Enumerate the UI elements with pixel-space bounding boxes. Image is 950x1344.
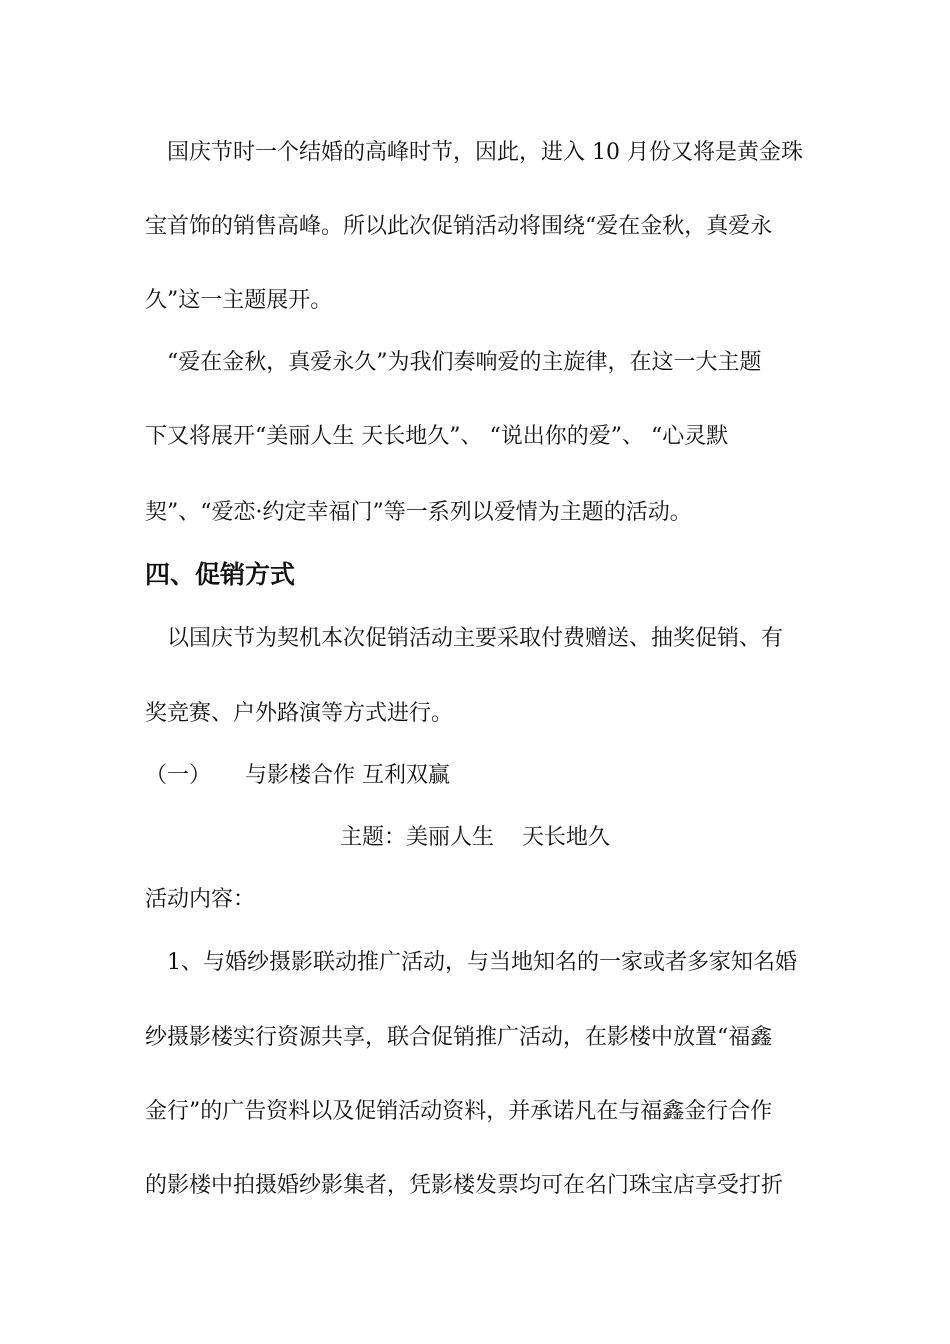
paragraph-line: “爱在金秋，真爱永久”为我们奏响爱的主旋律，在这一大主题: [145, 350, 762, 375]
paragraph-line: 契”、“爱恋·约定幸福门”等一系列以爱情为主题的活动。: [145, 500, 692, 525]
paragraph-line: 金行”的广告资料以及促销活动资料，并承诺凡在与福鑫金行合作: [145, 1099, 773, 1124]
subsection-number: （一）: [145, 763, 212, 788]
content-label: 活动内容：: [145, 887, 256, 912]
paragraph-line: 纱摄影楼实行资源共享，联合促销推广活动，在影楼中放置“福鑫: [145, 1025, 773, 1050]
paragraph-line: 1、与婚纱摄影联动推广活动，与当地知名的一家或者多家知名婚: [145, 950, 797, 975]
paragraph-line: 的影楼中拍摄婚纱影集者，凭影楼发票均可在名门珠宝店享受打折: [145, 1173, 784, 1198]
paragraph-line: 久”这一主题展开。: [145, 288, 333, 313]
section-heading: 四、促销方式: [145, 560, 296, 589]
paragraph-line: 宝首饰的销售高峰。所以此次促销活动将围绕“爱在金秋，真爱永: [145, 214, 773, 239]
paragraph-line: 国庆节时一个结婚的高峰时节，因此，进入 10 月份又将是黄金珠: [145, 140, 803, 165]
paragraph-line: 下又将展开“美丽人生 天长地久”、 “说出你的爱”、 “心灵默: [145, 424, 729, 449]
paragraph-line: 以国庆节为契机本次促销活动主要采取付费赠送、抽奖促销、有: [145, 626, 784, 651]
paragraph-line: 奖竞赛、户外路演等方式进行。: [145, 701, 454, 726]
theme-line: 主题：美丽人生 天长地久: [340, 825, 610, 850]
subsection-title: 与影楼合作 互利双赢: [245, 763, 450, 788]
